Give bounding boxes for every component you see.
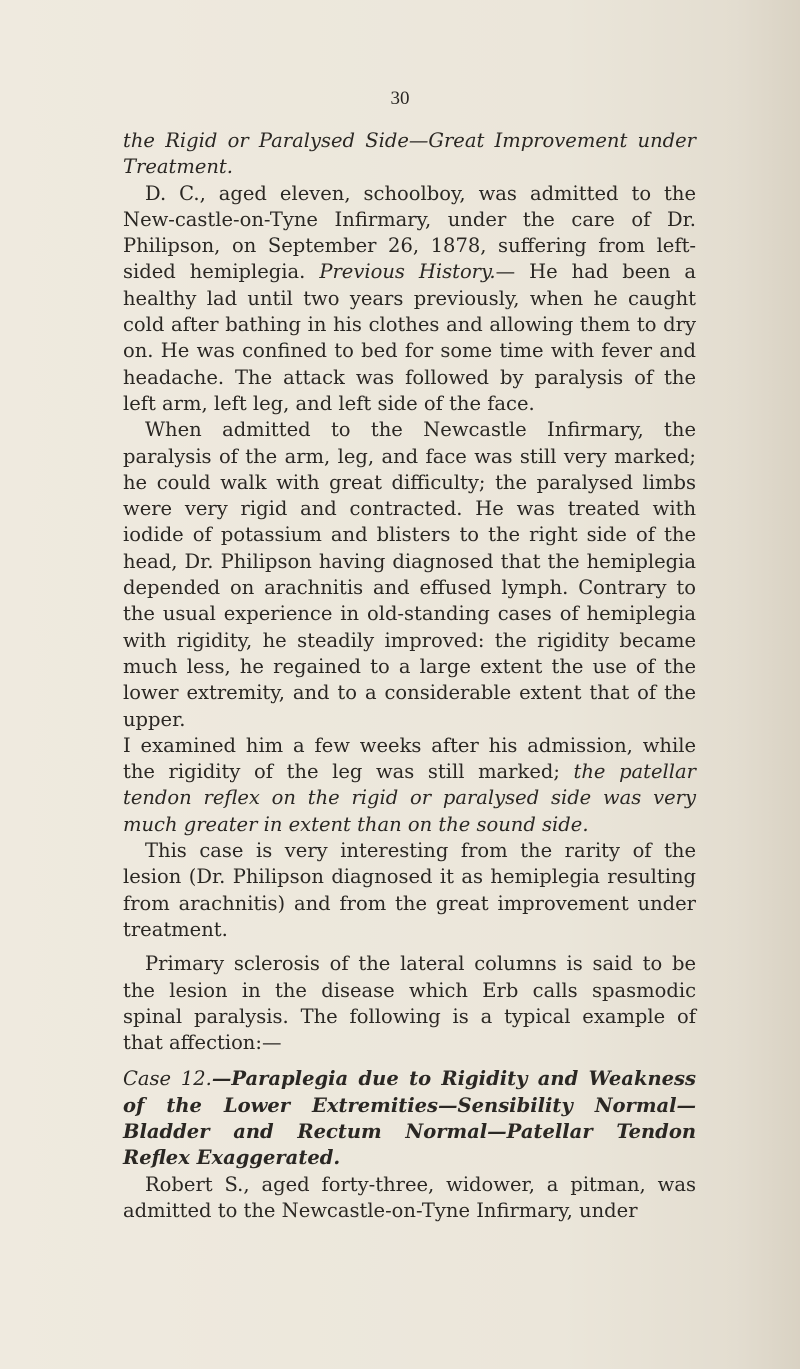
case-dc-examined xyxy=(123,733,696,838)
case-12-title: —Paraplegia due to Rigidity and Weakness of the Lower Extremities—Sensibility Normal—Bladder and Rectum Normal—Patellar Tendon Reflex Exaggerated. xyxy=(123,1067,696,1170)
case-dc-examined-text: I examined him a few weeks after his admission, while the rigidity of the leg was still marked; xyxy=(123,733,696,784)
case-dc-examined-italic: the patellar tendon reflex on the rigid or paralysed side was very much greater in extent than on the sound side. xyxy=(123,760,696,836)
case-dc-interesting: This case is very interesting from the rarity of the lesion (Dr. Philipson diagnosed it as hemiplegia resulting from arachnitis) and from the great improvement under treatment. xyxy=(123,839,696,941)
case-dc-intro xyxy=(123,181,696,418)
sclerosis-paragraph: Primary sclerosis of the lateral columns is said to be the lesion in the disease which Erb calls spasmodic spinal paralysis. The following is a typical example of that affection:— xyxy=(123,952,696,1055)
page-number: 30 xyxy=(390,88,410,109)
case-heading-continued: the Rigid or Paralysed Side—Great Improvement under Treatment. xyxy=(123,129,696,179)
case-12-heading xyxy=(123,1066,696,1171)
case-dc-intro-text: D. C., aged eleven, schoolboy, was admitted to the New-castle-on-Tyne Infirmary, under the care of Dr. Philipson, on September 26, 1878, suffering from left-sided hemiplegia. xyxy=(123,181,696,284)
previous-history-label: Previous History. xyxy=(319,260,496,284)
previous-history-text: — He had been a healthy lad until two years previously, when he caught cold after bathing in his clothes and allowing them to dry on. He was confined to bed for some time with fever and headache. The attack was followed by paralysis of the left arm, left leg, and left side of the face. xyxy=(123,260,697,415)
text-column xyxy=(123,128,696,1224)
case-dc-admitted: When admitted to the Newcastle Infirmary, the paralysis of the arm, leg, and face was still very marked; he could walk with great difficulty; the paralysed limbs were very rigid and contracted. He was treated with iodide of potassium and blisters to the right side of the head, Dr. Philipson having diagnosed that the hemiplegia depended on arachnitis and effused lymph. Contrary to the usual experience in old-standing cases of hemiplegia with rigidity, he steadily improved: the rigidity became much less, he regained to a large extent the use of the lower extremity, and to a considerable extent that of the upper. xyxy=(123,418,696,731)
case-12-intro: Robert S., aged forty-three, widower, a pitman, was admitted to the Newcastle-on-Tyne Infirmary, under xyxy=(123,1172,696,1222)
case-12-label: Case 12. xyxy=(123,1067,212,1091)
